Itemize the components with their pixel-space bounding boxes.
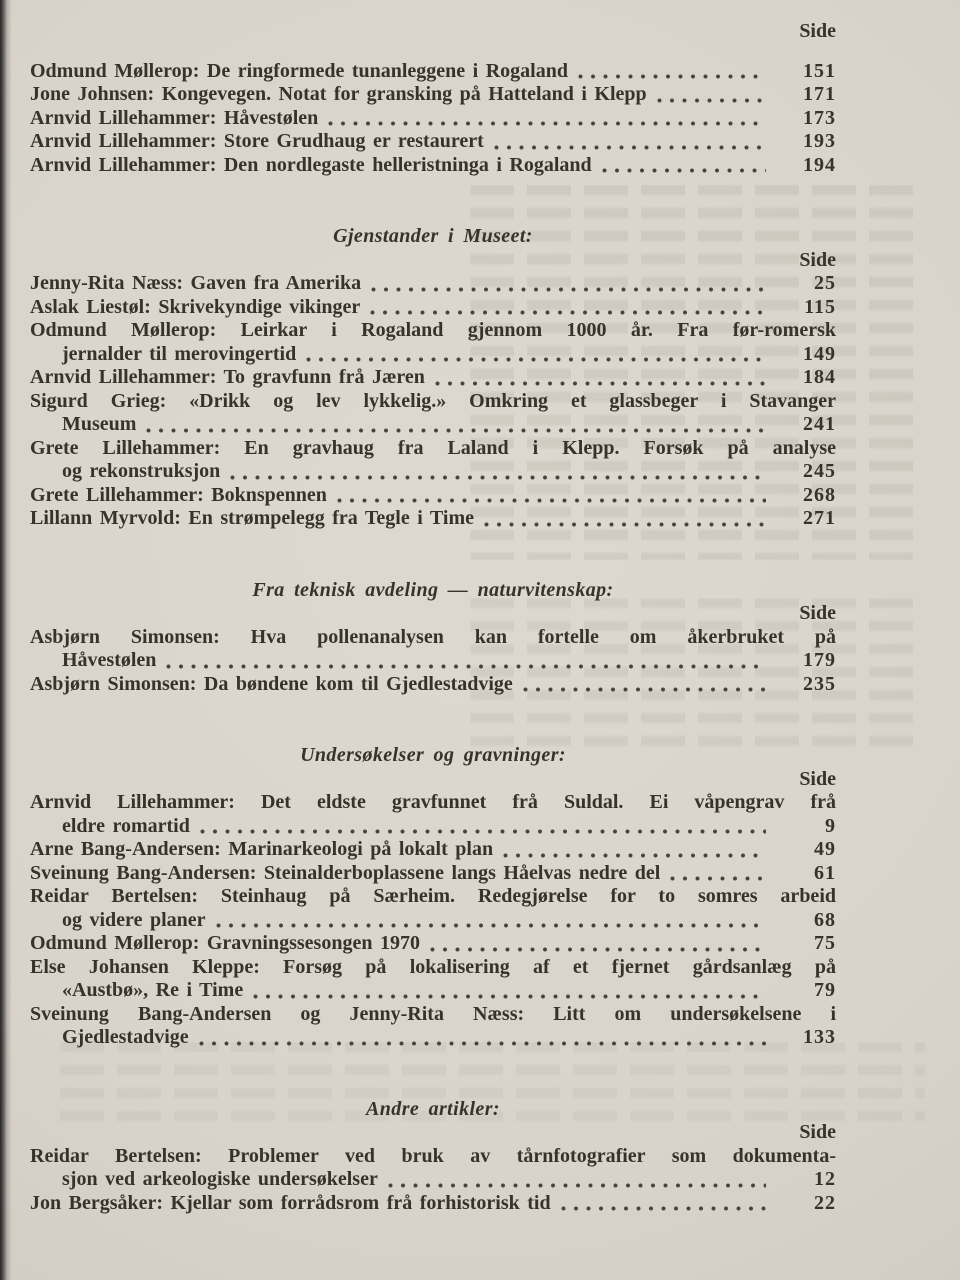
toc-entry: [30, 673, 836, 697]
toc-entry-line: [30, 437, 836, 461]
entry-page-number: 68: [814, 908, 836, 931]
dot-leader: [337, 498, 766, 503]
entry-page-number: 173: [803, 106, 836, 129]
dot-leader: [578, 74, 766, 79]
dot-leader: [371, 287, 766, 292]
entry-text: Grete Lillehammer: Boknspennen: [30, 483, 327, 506]
toc-entry-line: [30, 319, 836, 343]
entry-text: Gjedlestadvige: [62, 1026, 189, 1048]
entry-text: Grete Lillehammer: En gravhaug fra Laland i Klepp. Forsøk på analyse: [30, 436, 836, 459]
side-label: Side: [799, 1121, 836, 1143]
toc-section: [30, 1098, 836, 1216]
entry-page-number: 184: [803, 366, 836, 388]
dot-leader: [199, 1041, 766, 1046]
toc-section: [30, 744, 836, 1050]
toc-entry-line: [30, 390, 836, 414]
toc-entry-continuation: [30, 1168, 836, 1192]
dot-leader: [523, 687, 766, 692]
toc-entry-line: [30, 1003, 836, 1027]
entry-page-number: 235: [803, 672, 836, 695]
entry-page-number: 61: [814, 861, 836, 884]
entry-text: Jone Johnsen: Kongevegen. Notat for gransking på Hatteland i Klepp: [30, 83, 647, 105]
toc-entry-line: [30, 791, 836, 815]
entry-text: eldre romartid: [62, 814, 190, 837]
section-heading: Gjenstander i Museet:: [333, 225, 533, 247]
toc-entry-line: [30, 626, 836, 650]
toc-entry-line: [30, 885, 836, 909]
toc-entry: [30, 60, 836, 84]
entry-text: Arnvid Lillehammer: To gravfunn frå Jæren: [30, 366, 425, 388]
dot-leader: [370, 310, 766, 315]
toc-entry-continuation: [30, 1026, 836, 1050]
dot-leader: [430, 947, 766, 952]
entry-page-number: 268: [803, 483, 836, 506]
entry-text: sjon ved arkeologiske undersøkelser: [62, 1168, 378, 1190]
toc-content: [30, 20, 836, 1215]
toc-entry-continuation: [30, 909, 836, 933]
side-column-header: [30, 1121, 836, 1145]
entry-page-number: 245: [803, 460, 836, 482]
side-label: Side: [799, 20, 836, 42]
entry-page-number: 171: [803, 83, 836, 105]
section-heading: Undersøkelser og gravninger:: [300, 744, 566, 766]
entry-text: Sveinung Bang-Andersen og Jenny-Rita Næss: Litt om undersøkelsene i: [30, 1002, 836, 1025]
entry-page-number: 22: [814, 1191, 836, 1214]
entry-text: Reidar Bertelsen: Steinhaug på Særheim. Redegjørelse for to somres arbeid: [30, 885, 836, 907]
toc-entry-continuation: [30, 815, 836, 839]
section-heading: Andre artikler:: [366, 1097, 500, 1120]
entry-text: Arnvid Lillehammer: Håvestølen: [30, 106, 319, 129]
toc-entry: [30, 484, 836, 508]
toc-entry: [30, 1192, 836, 1216]
entry-text: Sveinung Bang-Andersen: Steinalderboplassene langs Håelvas nedre del: [30, 861, 661, 884]
entry-page-number: 194: [803, 153, 836, 176]
toc-entry: [30, 296, 836, 320]
entry-text: Håvestølen: [62, 649, 157, 671]
dot-leader: [561, 1206, 766, 1211]
entry-page-number: 241: [803, 413, 836, 435]
entry-text: og videre planer: [62, 908, 206, 931]
section-heading: Fra teknisk avdeling — naturvitenskap:: [252, 578, 614, 601]
entry-text: Arnvid Lillehammer: Store Grudhaug er restaurert: [30, 130, 484, 152]
entry-text: Lillann Myrvold: En strømpelegg fra Tegle i Time: [30, 507, 474, 529]
entry-page-number: 12: [814, 1168, 836, 1190]
dot-leader: [657, 98, 766, 103]
dot-leader: [670, 876, 766, 881]
side-column-header: [30, 768, 836, 792]
toc-entry-continuation: [30, 649, 836, 673]
toc-entry-continuation: [30, 979, 836, 1003]
toc-section: [30, 20, 836, 177]
dot-leader: [494, 145, 766, 150]
dot-leader: [253, 994, 766, 999]
book-spine-shadow: [0, 0, 12, 1280]
toc-entry-line: [30, 956, 836, 980]
entry-page-number: 115: [804, 295, 836, 318]
toc-entry: [30, 130, 836, 154]
dot-leader: [200, 829, 766, 834]
entry-text: Asbjørn Simonsen: Hva pollenanalysen kan fortelle om åkerbruket på: [30, 625, 836, 648]
entry-page-number: 193: [803, 130, 836, 152]
dot-leader: [166, 664, 766, 669]
dot-leader: [388, 1183, 766, 1188]
toc-entry-line: [30, 1145, 836, 1169]
dot-leader: [435, 381, 766, 386]
side-column-header: [30, 602, 836, 626]
toc-entry-continuation: [30, 413, 836, 437]
side-label: Side: [799, 767, 836, 790]
entry-page-number: 9: [825, 814, 836, 837]
dot-leader: [306, 357, 766, 362]
entry-text: Odmund Møllerop: Leirkar i Rogaland gjennom 1000 år. Fra før-romersk: [30, 319, 836, 341]
toc-entry: [30, 507, 836, 531]
toc-entry: [30, 862, 836, 886]
entry-page-number: 49: [814, 838, 836, 860]
entry-text: Asbjørn Simonsen: Da bøndene kom til Gjedlestadvige: [30, 672, 513, 695]
side-column-header: [30, 249, 836, 273]
dot-leader: [503, 853, 766, 858]
dot-leader: [216, 923, 766, 928]
entry-text: Jon Bergsåker: Kjellar som forrådsrom frå forhistorisk tid: [30, 1191, 551, 1214]
dot-leader: [602, 168, 766, 173]
dot-leader: [328, 121, 766, 126]
entry-text: Odmund Møllerop: Gravningssesongen 1970: [30, 932, 420, 954]
entry-text: Sigurd Grieg: «Drikk og lev lykkelig.» Omkring et glassbeger i Stavanger: [30, 389, 836, 412]
entry-page-number: 79: [814, 979, 836, 1001]
entry-page-number: 133: [803, 1026, 836, 1048]
entry-page-number: 25: [814, 272, 836, 294]
entry-text: Aslak Liestøl: Skrivekyndige vikinger: [30, 295, 361, 318]
entry-text: Arne Bang-Andersen: Marinarkeologi på lokalt plan: [30, 838, 494, 860]
side-label: Side: [799, 248, 836, 271]
side-label: Side: [799, 602, 836, 624]
toc-entry-continuation: [30, 460, 836, 484]
toc-entry: [30, 272, 836, 296]
toc-section: [30, 579, 836, 697]
entry-text: Arnvid Lillehammer: Det eldste gravfunnet frå Suldal. Ei våpengrav frå: [30, 791, 836, 813]
entry-page-number: 149: [803, 342, 836, 365]
dot-leader: [230, 475, 766, 480]
toc-entry: [30, 154, 836, 178]
dot-leader: [484, 522, 766, 527]
entry-text: Museum: [62, 413, 137, 435]
entry-text: Arnvid Lillehammer: Den nordlegaste helleristninga i Rogaland: [30, 153, 592, 176]
toc-entry: [30, 838, 836, 862]
entry-text: Else Johansen Kleppe: Forsøg på lokalisering af et fjernet gårdsanlæg på: [30, 955, 836, 978]
toc-entry: [30, 83, 836, 107]
entry-text: «Austbø», Re i Time: [62, 979, 244, 1001]
side-column-header: [30, 20, 836, 44]
dot-leader: [146, 428, 766, 433]
toc-entry-continuation: [30, 343, 836, 367]
entry-text: Reidar Bertelsen: Problemer ved bruk av tårnfotografier som dokumenta-: [30, 1144, 836, 1167]
entry-text: Odmund Møllerop: De ringformede tunanleggene i Rogaland: [30, 59, 568, 82]
entry-page-number: 151: [803, 59, 836, 82]
toc-section: [30, 225, 836, 531]
entry-text: Jenny-Rita Næss: Gaven fra Amerika: [30, 272, 362, 294]
toc-entry: [30, 107, 836, 131]
toc-entry: [30, 366, 836, 390]
entry-page-number: 271: [803, 507, 836, 529]
entry-page-number: 75: [814, 932, 836, 954]
entry-text: og rekonstruksjon: [62, 460, 221, 482]
toc-entry: [30, 932, 836, 956]
entry-page-number: 179: [803, 649, 836, 671]
entry-text: jernalder til merovingertid: [62, 342, 297, 365]
